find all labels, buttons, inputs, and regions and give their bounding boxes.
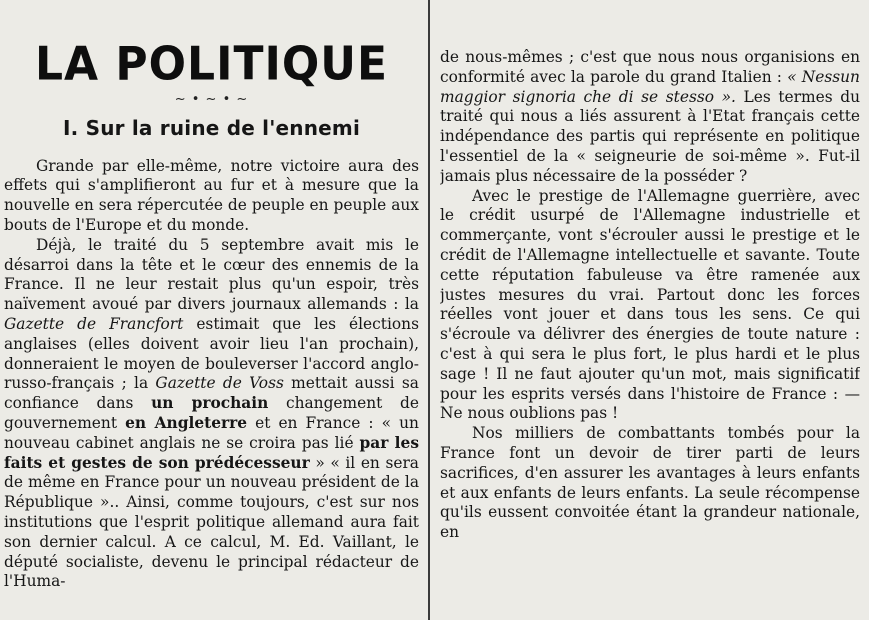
right-p1-italian-quote: « Nessun maggior signoria che di se stesso ». <box>440 67 860 106</box>
right-paragraph-2: Avec le prestige de l'Allemagne guerrière, avec le crédit usurpé de l'Allemagne industrielle et commerçante, vont s'écrouler aussi le prestige et le crédit de l'Allemagne intellectuelle et savante. Toute cette réputation fabuleuse va être ramenée aux justes mesures du vrai. Partout donc les forces réelles vont jouer et dans tous les sens. Ce qui s'écroule va délivrer des énergies de toute nature : c'est à qui sera le plus fort, le plus hardi et le plus sage ! Il ne faut ajouter qu'un mot, mais significatif pour les esprits versés dans l'histoire de France : — Ne nous oublions pas ! <box>440 186 860 423</box>
column-divider <box>428 0 430 620</box>
right-p1-text-c: Les termes du traité qui nous a liés assurent à l'Etat français cette indépendance des partis qui représente en politique l'essentiel de la « seigneurie de soi-même ». Fut-il jamais plus nécessaire de la posséder ? <box>440 87 860 185</box>
right-column <box>440 0 860 620</box>
article-title: LA POLITIQUE <box>34 37 389 92</box>
left-p2-text-i: et en France : « un nouveau cabinet anglais ne se croira pas lié <box>4 413 419 452</box>
left-paragraph-2 <box>4 236 419 592</box>
left-p2-bold-prochain: un prochain <box>151 394 269 413</box>
left-p2-bold-faits: par les faits et gestes de son prédécesseur <box>4 433 419 472</box>
title-ornament: ~ • ~ • ~ <box>174 92 249 107</box>
left-p2-text-g: changement de gouvernement <box>4 394 419 432</box>
left-column <box>4 0 419 620</box>
left-paragraph-1: Grande par elle-même, notre victoire aura des effets qui s'amplifieront au fur et à mesure que la nouvelle en sera répercutée de peuple en peuple aux bouts de l'Europe et du monde. <box>4 156 419 234</box>
left-p2-gazette-francfort: Gazette de Francfort <box>4 314 184 333</box>
right-paragraph-3: Nos milliers de combattants tombés pour la France font un devoir de tirer parti de leurs sacrifices, d'en assurer les avantages à leurs enfants et aux enfants de leurs enfants. La seule récompense qu'ils eussent convoitée étant la grandeur nationale, en <box>440 424 860 542</box>
left-p2-text-c: estimait que les élections anglaises (elles doivent avoir lieu l'an prochain), donneraient le moyen de bouleverser l'accord anglo-russo-français ; la <box>4 314 419 393</box>
left-p2-text-a: Déjà, le traité du 5 septembre avait mis le désarroi dans la tête et le cœur des ennemis de la France. Il ne leur restait plus qu'un espoir, très naïvement avoué par divers journaux allemands : la <box>4 235 419 314</box>
left-p2-gazette-voss: Gazette de Voss <box>155 374 284 393</box>
right-paragraph-1 <box>440 48 860 187</box>
left-p2-bold-angleterre: en Angleterre <box>125 413 248 432</box>
left-p2-text-e: mettait aussi sa confiance dans <box>4 374 419 413</box>
article-subtitle: I. Sur la ruine de l'ennemi <box>62 116 361 140</box>
right-p1-text-a: de nous-mêmes ; c'est que nous nous organisions en conformité avec la parole du grand Italien : <box>440 48 860 86</box>
left-p2-text-k: » « il en sera de même en France pour un nouveau président de la République ».. Ainsi, comme toujours, c'est sur nos institutions que l'esprit politique allemand aura fait son dernier calcul. A ce calcul, M. Ed. Vaillant, le député socialiste, devenu le principal rédacteur de l'Huma- <box>4 453 419 591</box>
